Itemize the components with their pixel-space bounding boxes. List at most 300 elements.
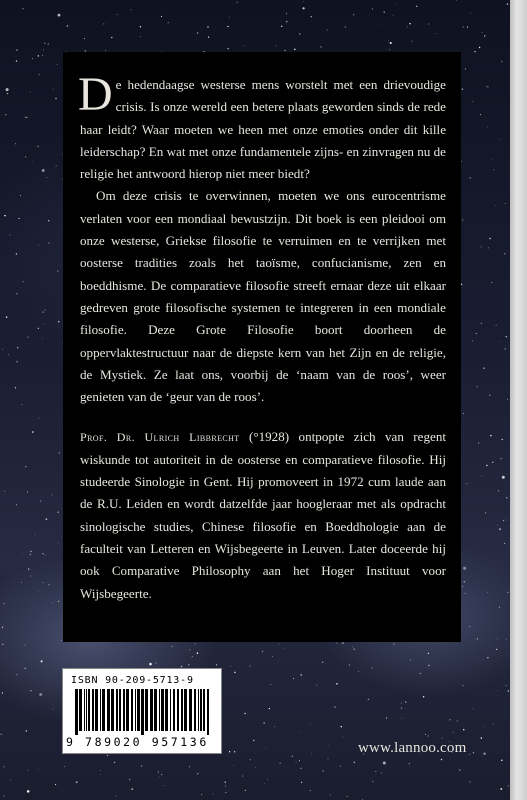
star [160, 776, 161, 777]
star [25, 645, 26, 646]
star [388, 40, 389, 41]
star [403, 17, 404, 18]
star [47, 177, 48, 178]
star [46, 518, 48, 520]
star [230, 665, 231, 666]
star [372, 8, 373, 9]
barcode-bar [145, 689, 148, 731]
star [37, 146, 38, 147]
star [491, 282, 492, 283]
star [386, 718, 387, 719]
star [44, 43, 45, 44]
star [505, 520, 506, 521]
star [129, 779, 130, 780]
star [28, 770, 29, 771]
star [470, 781, 471, 782]
star [499, 607, 500, 608]
star [39, 693, 42, 696]
barcode-bar [123, 689, 125, 731]
star [487, 592, 488, 593]
star [503, 520, 504, 521]
star [48, 242, 49, 243]
star [100, 770, 101, 771]
star [467, 27, 468, 28]
drop-cap: D [78, 68, 113, 121]
star [52, 495, 53, 496]
star [354, 649, 355, 650]
star [474, 51, 475, 52]
paragraph-intro [78, 68, 446, 185]
star [16, 504, 17, 505]
star [486, 465, 487, 466]
star [390, 42, 392, 44]
star [473, 101, 474, 102]
barcode-bar [79, 689, 82, 731]
star [111, 37, 112, 38]
star [100, 774, 101, 775]
star [42, 582, 43, 583]
star [197, 32, 198, 33]
star [368, 699, 369, 700]
star [208, 37, 209, 38]
star [492, 462, 493, 463]
star [375, 771, 376, 772]
star [42, 553, 43, 554]
star [57, 270, 58, 271]
star [469, 754, 470, 755]
star [329, 745, 330, 746]
star [6, 316, 8, 318]
star [428, 665, 430, 667]
star [38, 590, 39, 591]
star [44, 324, 45, 325]
star [299, 33, 300, 34]
star [463, 26, 464, 27]
star [504, 253, 505, 254]
star [45, 555, 46, 556]
barcode-bar [207, 689, 209, 735]
star [284, 50, 285, 51]
star [16, 361, 18, 363]
star [30, 575, 31, 576]
star [481, 737, 483, 739]
star [262, 651, 263, 652]
star [55, 784, 56, 785]
star [462, 219, 463, 220]
star [188, 664, 189, 665]
barcode-bar [141, 689, 144, 735]
star [469, 177, 470, 178]
star [507, 592, 508, 593]
barcode-bar [126, 689, 129, 731]
star [141, 766, 142, 767]
barcode-bar [137, 689, 140, 731]
star [462, 586, 463, 587]
star [158, 771, 159, 772]
star [194, 643, 195, 644]
star [38, 245, 39, 246]
barcode-bars [75, 689, 211, 735]
star [500, 788, 502, 790]
star [67, 25, 69, 27]
star [473, 752, 474, 753]
star [476, 333, 477, 334]
star [342, 737, 343, 738]
star [8, 354, 9, 355]
star [189, 766, 190, 767]
star [478, 442, 479, 443]
star [493, 654, 494, 655]
star [272, 656, 273, 657]
star [488, 247, 489, 248]
star [487, 86, 488, 87]
star [423, 696, 425, 698]
star [354, 762, 355, 763]
star [401, 707, 402, 708]
star [508, 690, 509, 691]
star [131, 788, 132, 789]
star [496, 325, 497, 326]
star [501, 458, 502, 459]
barcode-bar [154, 689, 157, 731]
barcode-bar [173, 689, 175, 731]
barcode [62, 668, 222, 754]
star [409, 763, 410, 764]
star [227, 48, 228, 49]
star [2, 627, 3, 628]
star [294, 49, 296, 51]
star [43, 50, 44, 51]
star [229, 751, 230, 752]
star [53, 709, 54, 710]
star [330, 794, 331, 795]
star [499, 528, 501, 530]
star [42, 169, 45, 172]
star [322, 770, 323, 771]
star [487, 657, 488, 658]
star [48, 584, 49, 585]
star [61, 640, 62, 641]
barcode-bar [84, 689, 85, 731]
star [500, 341, 501, 342]
star [234, 751, 235, 752]
star [281, 26, 282, 27]
star [242, 776, 243, 777]
star [57, 64, 58, 65]
star [156, 663, 157, 664]
star [10, 780, 11, 781]
star [484, 35, 485, 36]
star [316, 685, 317, 686]
star [201, 794, 202, 795]
star [465, 68, 466, 69]
star [328, 758, 329, 759]
star [279, 763, 280, 764]
star [372, 781, 374, 783]
star [32, 431, 34, 433]
star [463, 413, 464, 414]
star [296, 762, 297, 763]
star [310, 790, 311, 791]
barcode-bar [135, 689, 136, 731]
star [64, 766, 65, 767]
star [507, 3, 508, 4]
star [428, 736, 429, 737]
star [507, 399, 508, 400]
star [171, 646, 172, 647]
star [48, 220, 50, 222]
star [28, 568, 29, 569]
star [30, 554, 31, 555]
star [149, 663, 152, 666]
star [501, 760, 503, 762]
barcode-bar [131, 689, 133, 731]
star [28, 337, 29, 338]
star [336, 643, 337, 644]
star [506, 497, 507, 498]
barcode-bar [203, 689, 205, 731]
star [225, 785, 226, 786]
barcode-bar [102, 689, 105, 731]
barcode-bar [100, 689, 101, 731]
star [250, 759, 251, 760]
star [381, 772, 382, 773]
star [286, 13, 287, 14]
star [197, 652, 199, 654]
star [428, 653, 429, 654]
star [55, 98, 56, 99]
star [425, 734, 426, 735]
star [489, 394, 491, 396]
barcode-bar [111, 689, 114, 731]
star [38, 55, 40, 57]
star [336, 683, 338, 685]
star [27, 790, 30, 793]
star [486, 86, 487, 87]
star [3, 603, 4, 604]
barcode-bar [189, 689, 192, 731]
star [35, 534, 36, 535]
star [30, 690, 31, 691]
star [5, 114, 6, 115]
star [442, 738, 443, 739]
star [131, 9, 132, 10]
paragraph-intro-text: e hedendaagse westerse mens worstelt met een drievoudige crisis. Is onze wereld een betere plaats geworden sinds de rede haar leidt? Waar moeten we heen met onze emoties onder dit kille leiderschap? En wat met onze fundamentele zijns- en zinvragen nu de religie het antwoord hierop niet meer biedt? [80, 77, 446, 182]
star [161, 16, 162, 17]
star [263, 722, 264, 723]
star [116, 796, 117, 797]
barcode-bar [119, 689, 121, 731]
star [26, 730, 28, 732]
star [483, 753, 485, 755]
star [52, 602, 53, 603]
star [32, 161, 33, 162]
star [43, 312, 44, 313]
star [15, 143, 16, 144]
star [462, 88, 464, 90]
star [197, 773, 198, 774]
star [436, 33, 437, 34]
star [401, 718, 402, 719]
star [394, 644, 395, 645]
star [271, 684, 272, 685]
barcode-bar [200, 689, 202, 731]
star [470, 13, 471, 14]
star [32, 58, 33, 59]
star [2, 692, 3, 693]
star [473, 709, 474, 710]
star [352, 646, 353, 647]
star [449, 719, 450, 720]
star [505, 203, 506, 204]
barcode-bar [95, 689, 98, 731]
star [405, 701, 406, 702]
barcode-bar [165, 689, 168, 731]
star [22, 553, 23, 554]
star [497, 639, 498, 640]
star [461, 161, 462, 162]
star [225, 781, 226, 782]
star [16, 674, 17, 675]
barcode-bar [170, 689, 171, 731]
star [56, 166, 57, 167]
star [3, 796, 4, 797]
star [300, 731, 301, 732]
star [301, 782, 302, 783]
star [27, 492, 28, 493]
star [320, 46, 321, 47]
star [416, 6, 417, 7]
star [483, 367, 485, 369]
page-edge [510, 0, 527, 800]
star [501, 61, 502, 62]
star [265, 748, 266, 749]
star [161, 774, 162, 775]
star [428, 23, 429, 24]
star [2, 644, 3, 645]
barcode-bar [75, 689, 78, 735]
star [189, 649, 190, 650]
star [327, 29, 328, 30]
star [107, 755, 108, 756]
star [292, 756, 293, 757]
star [30, 551, 31, 552]
star [255, 767, 256, 768]
star [24, 668, 25, 669]
star [40, 501, 41, 502]
star [303, 7, 305, 9]
star [505, 348, 506, 349]
star [4, 215, 6, 217]
star [489, 238, 491, 240]
barcode-bar [177, 689, 179, 731]
star [105, 50, 106, 51]
star [10, 18, 11, 19]
star [53, 89, 54, 90]
star [506, 639, 507, 640]
star [420, 673, 421, 674]
star [4, 491, 5, 492]
star [490, 435, 492, 437]
star [269, 708, 270, 709]
star [48, 44, 49, 45]
star [502, 476, 505, 479]
star [16, 293, 17, 294]
star [300, 674, 302, 676]
star [101, 797, 102, 798]
star [213, 794, 214, 795]
star [407, 26, 408, 27]
star [480, 114, 481, 115]
star [340, 766, 341, 767]
author-name: Prof. Dr. Ulrich Libbrecht [80, 430, 240, 445]
star [437, 643, 438, 644]
star [477, 386, 478, 387]
star [114, 762, 115, 763]
star [505, 675, 506, 676]
star [504, 543, 505, 544]
star [395, 3, 396, 4]
star [216, 664, 217, 665]
star [7, 93, 8, 94]
star [334, 706, 335, 707]
star [233, 765, 234, 766]
star [1, 734, 2, 735]
star [16, 253, 17, 254]
star [30, 91, 31, 92]
star [274, 726, 275, 727]
star [389, 49, 390, 50]
star [481, 323, 483, 325]
star [286, 21, 287, 22]
star [464, 581, 465, 582]
star [498, 490, 499, 491]
star [493, 169, 494, 170]
star [469, 626, 470, 627]
star [341, 726, 342, 727]
star [347, 796, 348, 797]
star [39, 74, 40, 75]
star [322, 662, 323, 663]
star [502, 439, 503, 440]
star [59, 452, 60, 453]
star [508, 785, 509, 786]
star [58, 321, 59, 322]
star [84, 38, 85, 39]
barcode-bar [161, 689, 164, 731]
star [16, 742, 17, 743]
star [57, 511, 58, 512]
star [506, 336, 508, 338]
star [342, 642, 343, 643]
star [17, 347, 18, 348]
star [477, 638, 478, 639]
star [495, 205, 496, 206]
star [22, 8, 23, 9]
star [496, 649, 497, 650]
star [249, 665, 250, 666]
star [485, 512, 486, 513]
star [310, 724, 311, 725]
star [39, 418, 40, 419]
star [472, 340, 473, 341]
star [27, 117, 28, 118]
star [244, 45, 245, 46]
star [245, 790, 246, 791]
star [20, 195, 21, 196]
star [140, 36, 141, 37]
star [18, 218, 19, 219]
